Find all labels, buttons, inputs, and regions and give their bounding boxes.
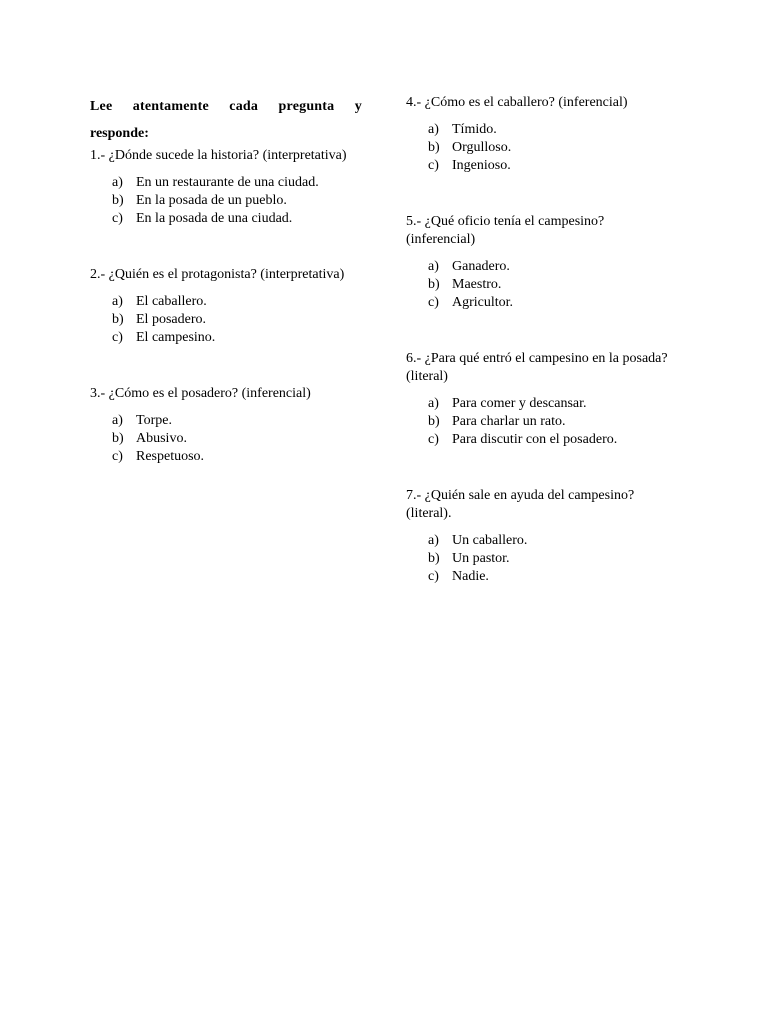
option-list [90, 174, 362, 228]
left-column [90, 93, 362, 466]
question-text: 6.- ¿Para qué entró el campesino en la posada? (literal) [406, 351, 668, 384]
option-b: b) Abusivo. [112, 431, 187, 446]
option-list [90, 412, 362, 466]
option-list [406, 121, 671, 175]
option-c: c) Ingenioso. [428, 158, 511, 173]
option-b: b) En la posada de un pueblo. [112, 193, 287, 208]
option-a: a) El caballero. [112, 294, 207, 309]
question-7 [406, 487, 671, 586]
question-6 [406, 350, 671, 449]
option-a: a) Tímido. [428, 122, 497, 137]
option-a: a) Ganadero. [428, 259, 510, 274]
option-c: c) Nadie. [428, 569, 489, 584]
question-1 [90, 147, 362, 228]
question-text: 2.- ¿Quién es el protagonista? (interpretativa) [90, 267, 345, 282]
right-column [406, 93, 671, 586]
option-b: b) El posadero. [112, 312, 206, 327]
instruction-line-1: Lee atentamente cada pregunta y [90, 99, 362, 114]
option-c: c) El campesino. [112, 330, 216, 345]
option-a: a) Para comer y descansar. [428, 396, 587, 411]
option-b: b) Para charlar un rato. [428, 414, 566, 429]
question-text: 5.- ¿Qué oficio tenía el campesino? (inferencial) [406, 214, 605, 247]
option-list [406, 532, 671, 586]
question-3 [90, 385, 362, 466]
option-list [406, 258, 671, 312]
option-a: a) En un restaurante de una ciudad. [112, 175, 319, 190]
option-b: b) Maestro. [428, 277, 502, 292]
option-list [406, 395, 671, 449]
question-2 [90, 266, 362, 347]
question-4 [406, 94, 671, 175]
option-b: b) Un pastor. [428, 551, 510, 566]
question-text: 1.- ¿Dónde sucede la historia? (interpretativa) [90, 148, 347, 163]
question-5 [406, 213, 671, 312]
option-c: c) Respetuoso. [112, 449, 205, 464]
option-c: c) En la posada de una ciudad. [112, 211, 293, 226]
option-a: a) Un caballero. [428, 533, 528, 548]
option-list [90, 293, 362, 347]
option-a: a) Torpe. [112, 413, 172, 428]
question-text: 3.- ¿Cómo es el posadero? (inferencial) [90, 386, 311, 401]
question-text: 7.- ¿Quién sale en ayuda del campesino? (literal). [406, 488, 635, 521]
option-c: c) Agricultor. [428, 295, 514, 310]
question-text: 4.- ¿Cómo es el caballero? (inferencial) [406, 95, 628, 110]
instruction-line-2: responde: [90, 126, 149, 141]
option-b: b) Orgulloso. [428, 140, 512, 155]
option-c: c) Para discutir con el posadero. [428, 432, 618, 447]
